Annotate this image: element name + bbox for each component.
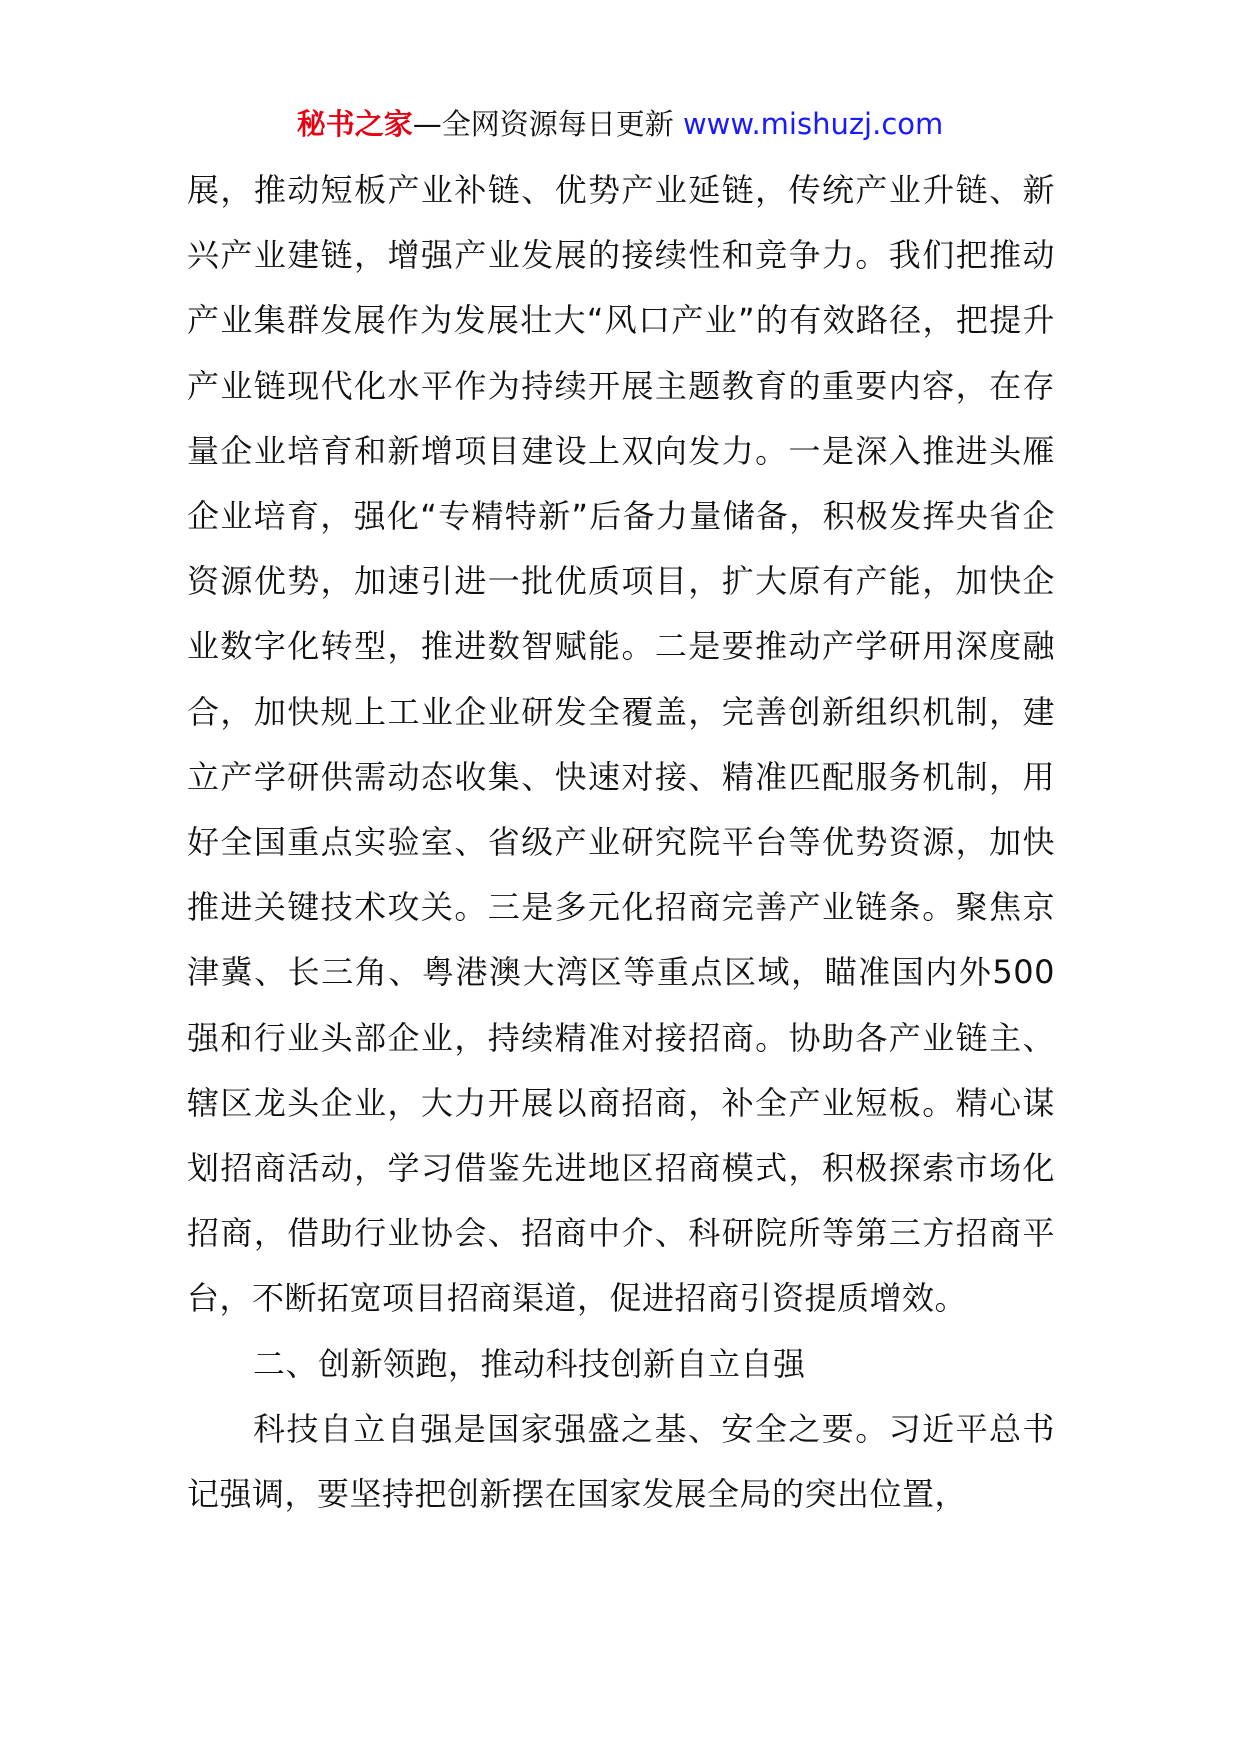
section-heading-2: 二、创新领跑，推动科技创新自立自强 bbox=[253, 1344, 806, 1383]
page-header bbox=[0, 104, 1240, 144]
document-body bbox=[187, 158, 1055, 1527]
body-paragraph-2: 科技自立自强是国家强盛之基、安全之要。习近平总书记强调，要坚持把创新摆在国家发展全局的突出位置， bbox=[187, 1409, 1055, 1514]
header-url-link[interactable]: www.mishuzj.com bbox=[682, 107, 944, 141]
header-slogan: —全网资源每日更新 bbox=[412, 107, 674, 141]
body-paragraph-1: 展，推动短板产业补链、优势产业延链，传统产业升链、新兴产业建链，增强产业发展的接续性和竞争力。我们把推动产业集群发展作为发展壮大“风口产业”的有效路径，把提升产业链现代化水平作为持续开展主题教育的重要内容，在存量企业培育和新增项目建设上双向发力。一是深入推进头雁企业培育，强化“专精特新”后备力量储备，积极发挥央省企资源优势，加速引进一批优质项目，扩大原有产能，加快企业数字化转型，推进数智赋能。二是要推动产学研用深度融合，加快规上工业企业研发全覆盖，完善创新组织机制，建立产学研供需动态收集、快速对接、精准匹配服务机制，用好全国重点实验室、省级产业研究院平台等优势资源，加快推进关键技术攻关。三是多元化招商完善产业链条。聚焦京津冀、长三角、粤港澳大湾区等重点区域，瞄准国内外500强和行业头部企业，持续精准对接招商。协助各产业链主、辖区龙头企业，大力开展以商招商，补全产业短板。精心谋划招商活动，学习借鉴先进地区招商模式，积极探索市场化招商，借助行业协会、招商中介、科研院所等第三方招商平台，不断拓宽项目招商渠道，促进招商引资提质增效。 bbox=[187, 171, 1055, 1318]
header-brand: 秘书之家 bbox=[296, 107, 413, 141]
